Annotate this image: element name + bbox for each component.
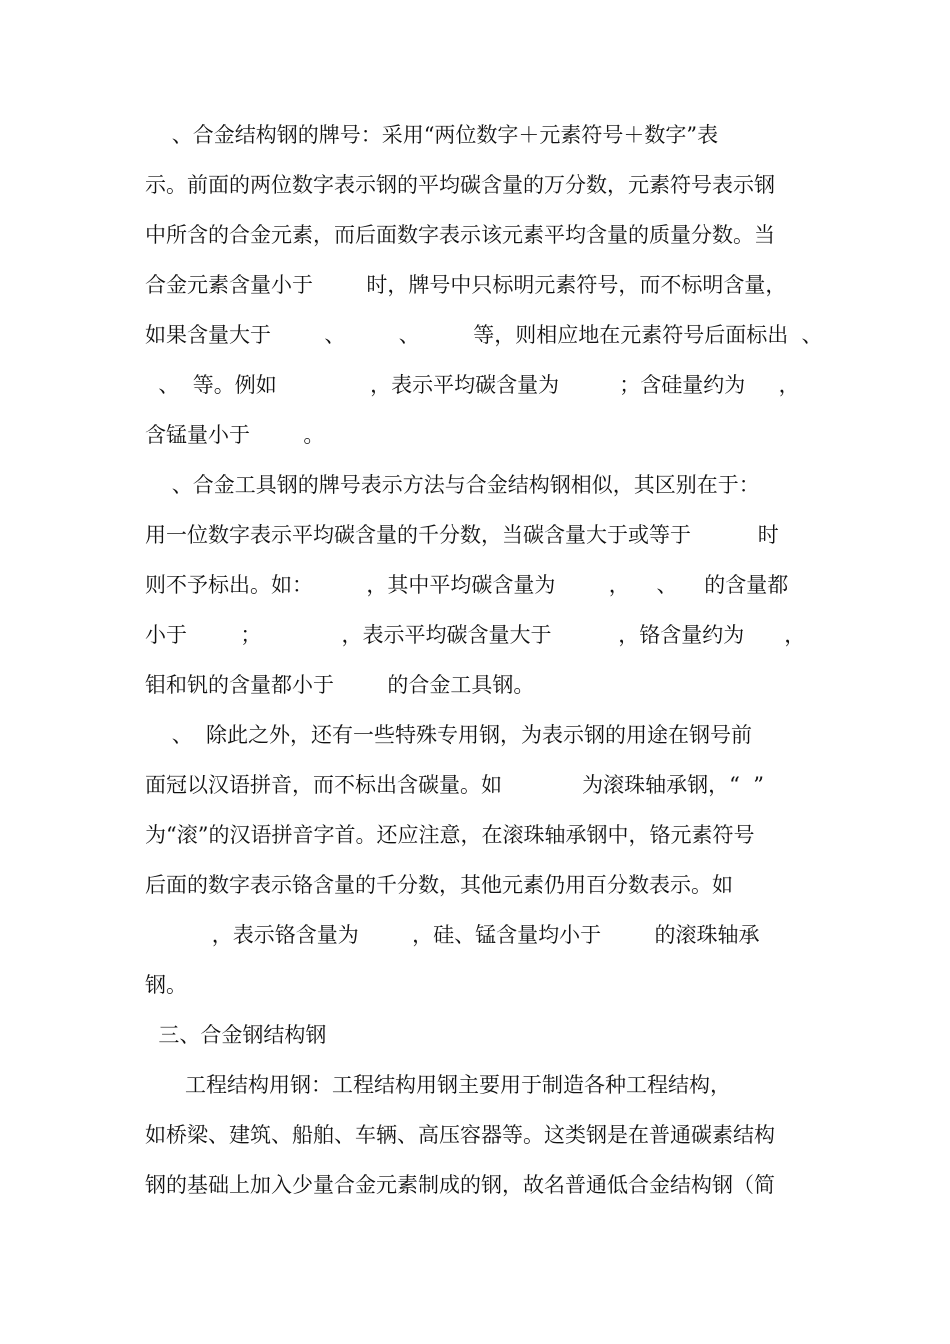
text-line-20: 如桥梁、建筑、船舶、车辆、高压容器等。这类钢是在普通碳素结构 bbox=[145, 1123, 775, 1147]
text-line-18: 钢。 bbox=[145, 973, 187, 997]
text-line-7: 含锰量小于 。 bbox=[145, 423, 325, 447]
section-heading: 三、合金钢结构钢 bbox=[145, 1023, 327, 1047]
text-line-8: 、合金工具钢的牌号表示方法与合金结构钢相似，其区别在于： bbox=[145, 473, 760, 497]
text-line-14: 面冠以汉语拼音，而不标出含碳量。如 为滚珠轴承钢，“ ” bbox=[145, 773, 764, 797]
text-line-19: 工程结构用钢：工程结构用钢主要用于制造各种工程结构， bbox=[145, 1073, 732, 1097]
text-line-12: 钼和钒的含量都小于 的合金工具钢。 bbox=[145, 673, 535, 697]
text-line-3: 中所含的合金元素，而后面数字表示该元素平均含量的质量分数。当 bbox=[145, 223, 775, 247]
text-line-2: 示。前面的两位数字表示钢的平均碳含量的万分数，元素符号表示钢 bbox=[145, 173, 775, 197]
text-line-9: 用一位数字表示平均碳含量的千分数，当碳含量大于或等于 时 bbox=[145, 523, 779, 547]
text-line-17: ，表示铬含量为 ，硅、锰含量均小于 的滚珠轴承 bbox=[145, 923, 760, 947]
text-line-5: 如果含量大于 、 、 等，则相应地在元素符号后面标出 、 bbox=[145, 323, 823, 347]
text-line-11: 小于 ； ，表示平均碳含量大于 ，铬含量约为 ， bbox=[145, 623, 806, 647]
text-line-21: 钢的基础上加入少量合金元素制成的钢，故名普通低合金结构钢（简 bbox=[145, 1173, 775, 1197]
text-line-16: 后面的数字表示铬含量的千分数，其他元素仍用百分数表示。如 bbox=[145, 873, 733, 897]
text-line-15: 为“滚”的汉语拼音字首。还应注意，在滚珠轴承钢中，铬元素符号 bbox=[145, 823, 755, 847]
text-line-4: 合金元素含量小于 时，牌号中只标明元素符号，而不标明含量， bbox=[145, 273, 787, 297]
text-line-13: 、 除此之外，还有一些特殊专用钢，为表示钢的用途在钢号前 bbox=[145, 723, 753, 747]
text-line-6: 、 等。例如 ，表示平均碳含量为 ；含硅量约为 ， bbox=[145, 373, 800, 397]
text-line-1: 、合金结构钢的牌号：采用“两位数字＋元素符号＋数字”表 bbox=[145, 123, 719, 147]
text-line-10: 则不予标出。如： ，其中平均碳含量为 ， 、 的含量都 bbox=[145, 573, 789, 597]
